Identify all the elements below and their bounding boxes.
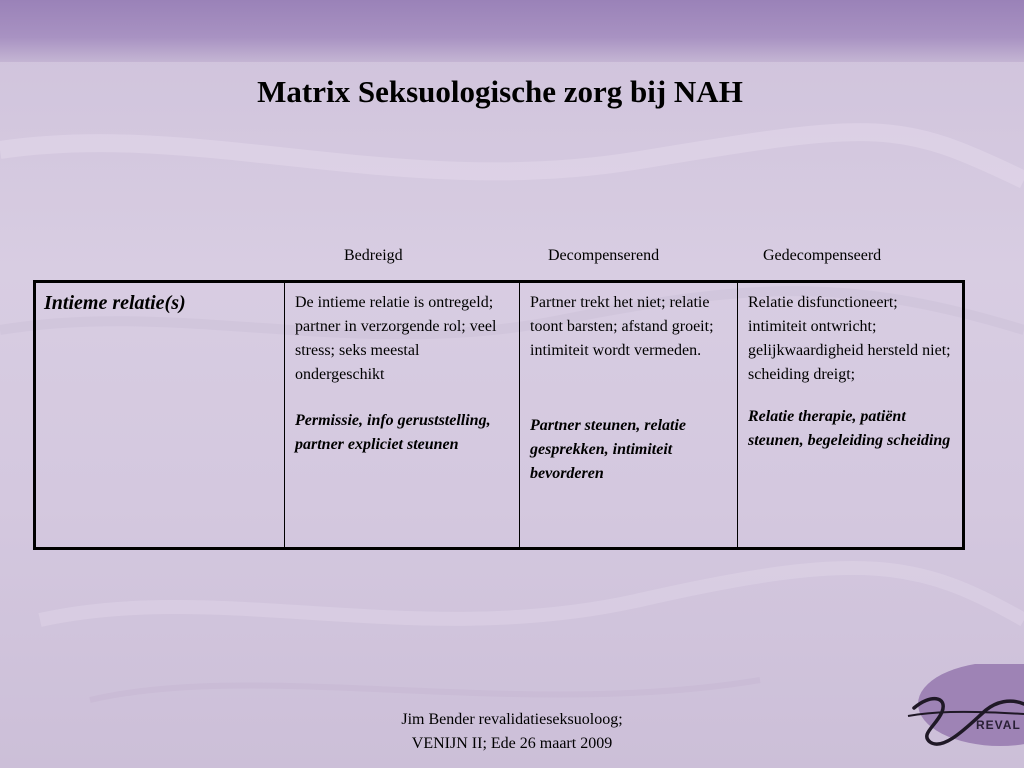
cell-action: Permissie, info geruststelling, partner expliciet steunen — [295, 412, 491, 453]
cell-decompenserend — [520, 282, 738, 549]
cell-description: Partner trekt het niet; relatie toont barsten; afstand groeit; intimiteit wordt vermeden. — [530, 294, 714, 359]
cell-action: Relatie therapie, patiënt steunen, begeleiding scheiding — [748, 408, 951, 449]
footer-event: VENIJN II; Ede 26 maart 2009 — [411, 735, 613, 752]
logo-wordmark: REVAL — [976, 718, 1021, 732]
cell-description: De intieme relatie is ontregeld; partner in verzorgende rol; veel stress; seks meestal ondergeschikt — [295, 294, 497, 383]
cell-bedreigd — [285, 282, 520, 549]
cell-action: Partner steunen, relatie gesprekken, intimiteit bevorderen — [530, 417, 687, 482]
column-header-bedreigd: Bedreigd — [344, 247, 403, 264]
care-matrix-table — [33, 280, 965, 550]
table-row — [35, 282, 964, 549]
footer — [0, 708, 1024, 756]
column-header-gedecompenseerd: Gedecompenseerd — [763, 247, 882, 264]
organization-logo — [900, 664, 1024, 764]
slide-title: Matrix Seksuologische zorg bij NAH — [257, 74, 743, 109]
cell-gedecompenseerd — [738, 282, 964, 549]
column-header-decompenserend: Decompenserend — [548, 247, 660, 264]
row-label-intieme-relaties: Intieme relatie(s) — [35, 282, 285, 549]
footer-author: Jim Bender revalidatieseksuoloog; — [401, 711, 623, 728]
cell-description: Relatie disfunctioneert; intimiteit ontwricht; gelijkwaardigheid hersteld niet; scheiding dreigt; — [748, 294, 951, 383]
